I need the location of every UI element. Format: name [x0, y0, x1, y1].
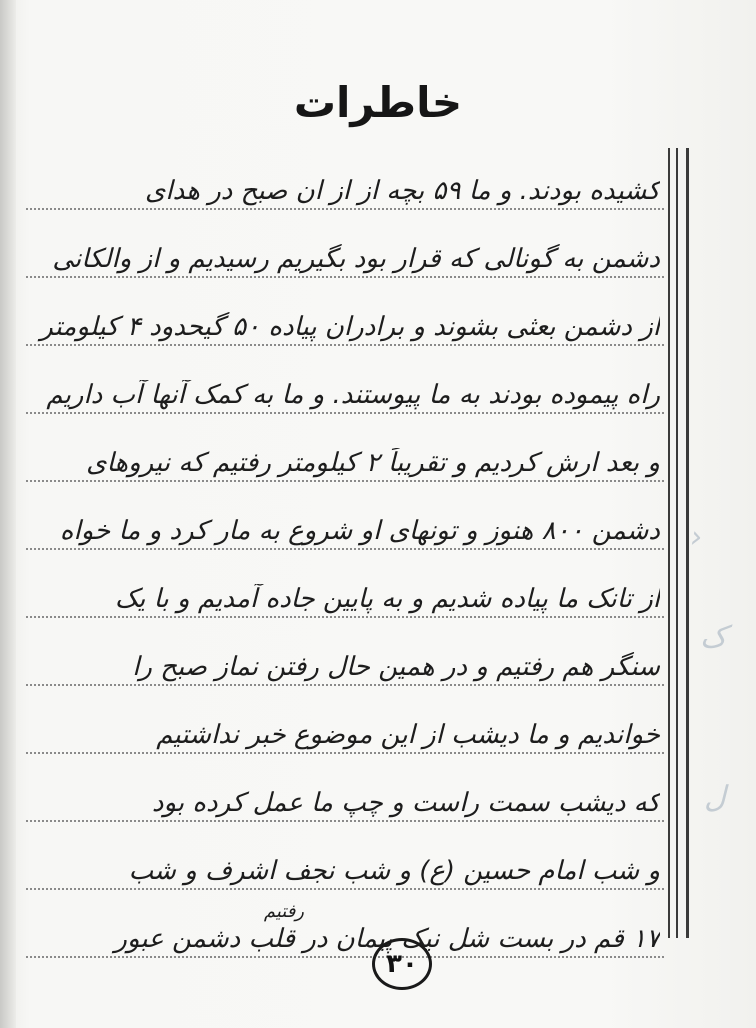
text-line: [26, 626, 664, 694]
text-line: [26, 354, 664, 422]
text-line: [26, 286, 664, 354]
page-number: ۳۰: [372, 938, 432, 990]
line-text: ۱۷ قم در بست شل نیک پیمان در قلب دشمن عبور: [114, 924, 660, 954]
line-text: راه پیموده بودند به ما پیوستند. و ما به کمک آنها آب داریم: [46, 380, 660, 410]
bleed-through-mark: ل: [704, 780, 726, 815]
text-line: [26, 218, 664, 286]
page-title: خاطرات: [293, 78, 463, 127]
line-text: که دیشب سمت راست و چپ ما عمل کرده بود: [151, 788, 660, 818]
line-text: و شب امام حسین (ع) و شب نجف اشرف و شب: [128, 856, 660, 886]
text-line: [26, 694, 664, 762]
margin-rule: [668, 148, 670, 938]
margin-rule: [686, 148, 689, 938]
margin-rule: [676, 148, 678, 938]
text-line: [26, 150, 664, 218]
line-text: از تانک ما پیاده شدیم و به پایین جاده آمدیم و با یک: [114, 584, 660, 614]
text-line: [26, 762, 664, 830]
line-text: خواندیم و ما دیشب از این موضوع خبر نداشتیم: [156, 720, 660, 750]
interlinear-insertion: رفتیم: [263, 901, 304, 922]
bleed-through-mark: ›: [690, 520, 702, 555]
text-line: [26, 898, 664, 966]
line-text: دشمن ۸۰۰ هنوز و تونهای او شروع به مار کرد و ما خواه: [59, 516, 660, 546]
text-line: [26, 422, 664, 490]
text-line: [26, 830, 664, 898]
handwritten-body: [26, 150, 664, 966]
text-line: [26, 558, 664, 626]
page-binding: [0, 0, 16, 1028]
text-line: [26, 490, 664, 558]
line-text: کشیده بودند. و ما ۵۹ بچه از از ان صبح در هدای: [145, 176, 660, 206]
line-text: دشمن به گونالی که قرار بود بگیریم رسیدیم و از والکانی: [52, 244, 660, 274]
line-text: از دشمن بعثی بشوند و برادران پیاده ۵۰ گیحدود ۴ کیلومتر: [40, 312, 660, 342]
line-text: و بعد ارش کردیم و تقریباً ۲ کیلومتر رفتیم که نیروهای: [86, 448, 660, 478]
bleed-through-mark: ک: [700, 620, 727, 655]
line-text: سنگر هم رفتیم و در همین حال رفتن نماز صبح را: [132, 652, 660, 682]
